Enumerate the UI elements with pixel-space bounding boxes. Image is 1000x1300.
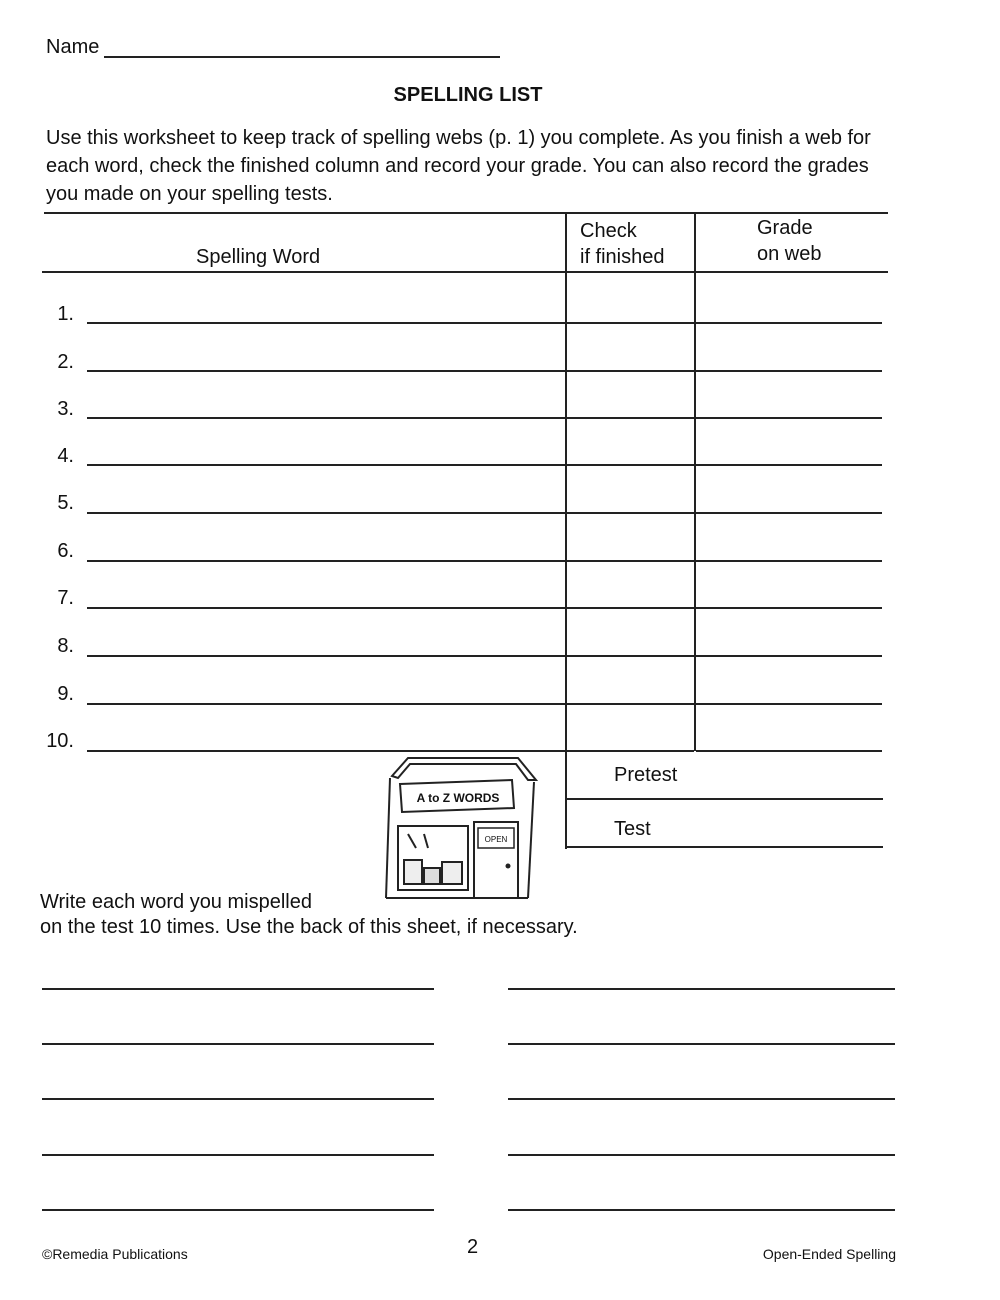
practice-line[interactable]	[508, 1209, 895, 1211]
check-cell-line[interactable]	[567, 512, 694, 514]
column-divider-check	[565, 213, 567, 849]
table-top-rule	[44, 212, 888, 214]
grade-cell-line[interactable]	[696, 370, 882, 372]
footer-copyright: ©Remedia Publications	[42, 1246, 188, 1262]
header-check-line1: Check	[580, 220, 637, 242]
name-label: Name	[46, 36, 100, 58]
grade-cell-line[interactable]	[696, 512, 882, 514]
footer-page-number: 2	[466, 1236, 479, 1258]
row-number: 7.	[57, 587, 74, 609]
grade-cell-line[interactable]	[696, 322, 882, 324]
page-title: SPELLING LIST	[393, 84, 543, 106]
practice-line[interactable]	[42, 1154, 434, 1156]
header-grade-web	[757, 215, 822, 267]
store-door-text: OPEN	[484, 835, 508, 844]
column-divider-grade	[694, 213, 696, 751]
word-entry-line[interactable]	[87, 464, 565, 466]
instructions	[40, 890, 578, 940]
name-field-line[interactable]	[104, 56, 500, 58]
instructions-line2: on the test 10 times. Use the back of this sheet, if necessary.	[40, 916, 578, 938]
grade-cell-line[interactable]	[696, 655, 882, 657]
check-cell-line[interactable]	[567, 607, 694, 609]
word-entry-line[interactable]	[87, 417, 565, 419]
header-grade-line1: Grade	[757, 217, 813, 239]
row-number: 6.	[57, 540, 74, 562]
practice-line[interactable]	[508, 1154, 895, 1156]
check-cell-line[interactable]	[567, 370, 694, 372]
word-entry-line[interactable]	[87, 607, 565, 609]
header-spelling-word: Spelling Word	[196, 246, 321, 268]
grade-cell-line[interactable]	[696, 607, 882, 609]
row-number: 2.	[57, 351, 74, 373]
pretest-grade-line[interactable]	[567, 798, 883, 800]
word-entry-line[interactable]	[87, 703, 565, 705]
check-cell-line[interactable]	[567, 750, 694, 752]
header-grade-line2: on web	[757, 243, 822, 265]
word-entry-line[interactable]	[87, 370, 565, 372]
practice-line[interactable]	[42, 1209, 434, 1211]
word-entry-line[interactable]	[87, 322, 565, 324]
word-entry-line[interactable]	[87, 512, 565, 514]
pretest-label: Pretest	[614, 764, 678, 786]
instructions-line1: Write each word you mispelled	[40, 891, 312, 913]
grade-cell-line[interactable]	[696, 703, 882, 705]
header-check-line2: if finished	[580, 246, 665, 268]
practice-line[interactable]	[42, 988, 434, 990]
test-grade-line[interactable]	[567, 846, 883, 848]
grade-cell-line[interactable]	[696, 750, 882, 752]
test-label: Test	[614, 818, 651, 840]
row-number: 10.	[46, 730, 74, 752]
table-header-rule	[42, 271, 888, 273]
header-check-finished	[580, 218, 665, 270]
check-cell-line[interactable]	[567, 417, 694, 419]
row-number: 9.	[57, 683, 74, 705]
check-cell-line[interactable]	[567, 655, 694, 657]
row-number: 8.	[57, 635, 74, 657]
grade-cell-line[interactable]	[696, 464, 882, 466]
row-number: 4.	[57, 445, 74, 467]
store-icon	[378, 756, 540, 906]
practice-line[interactable]	[42, 1043, 434, 1045]
practice-line[interactable]	[508, 1043, 895, 1045]
check-cell-line[interactable]	[567, 464, 694, 466]
check-cell-line[interactable]	[567, 703, 694, 705]
word-entry-line[interactable]	[87, 750, 565, 752]
grade-cell-line[interactable]	[696, 560, 882, 562]
word-entry-line[interactable]	[87, 560, 565, 562]
word-entry-line[interactable]	[87, 655, 565, 657]
check-cell-line[interactable]	[567, 560, 694, 562]
practice-line[interactable]	[42, 1098, 434, 1100]
row-number: 1.	[57, 303, 74, 325]
footer-book-title: Open-Ended Spelling	[762, 1246, 896, 1262]
store-sign-text: A to Z WORDS	[416, 791, 500, 805]
check-cell-line[interactable]	[567, 322, 694, 324]
row-number: 5.	[57, 492, 74, 514]
practice-line[interactable]	[508, 988, 895, 990]
grade-cell-line[interactable]	[696, 417, 882, 419]
row-number: 3.	[57, 398, 74, 420]
practice-line[interactable]	[508, 1098, 895, 1100]
intro-paragraph: Use this worksheet to keep track of spelling webs (p. 1) you complete. As you finish a web for each word, check the finished column and record your grade. You can also record the grades you made on your spelling tests.	[46, 127, 871, 205]
